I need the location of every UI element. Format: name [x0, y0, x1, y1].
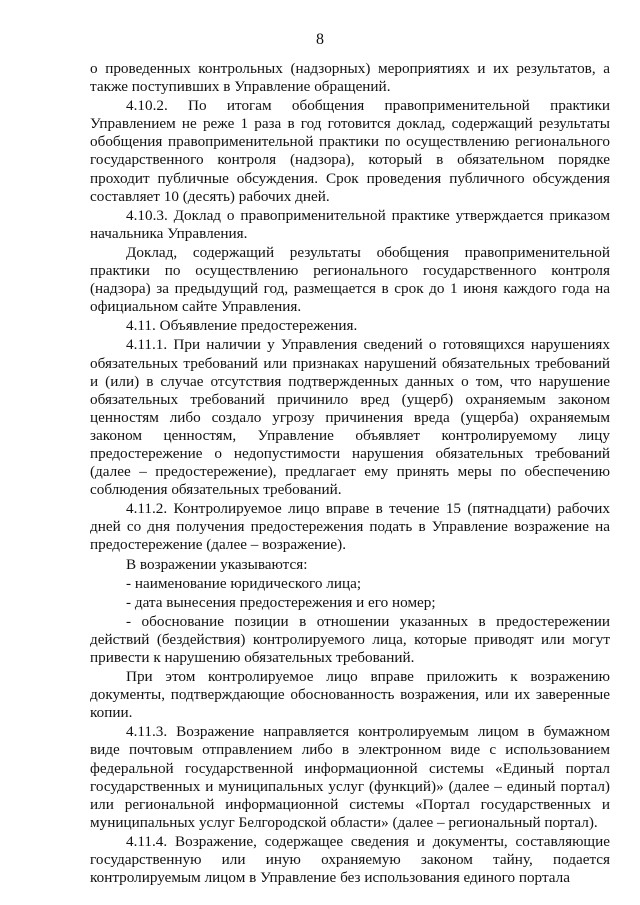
- paragraph-attachments: При этом контролируемое лицо вправе приложить к возражению документы, подтверждающие обоснованность возражения, или их заверенные копии.: [90, 668, 610, 722]
- paragraph-4-11-4: 4.11.4. Возражение, содержащее сведения и документы, составляющие государственную или иную охраняемую законом тайну, подается контролируемым лицом в Управление без использования единого портала: [90, 832, 610, 887]
- list-item-entity-name: - наименование юридического лица;: [126, 574, 362, 592]
- paragraph-objection-contents: В возражении указываются:: [126, 555, 308, 573]
- paragraph-4-11-3: 4.11.3. Возражение направляется контролируемым лицом в бумажном виде почтовым отправлением либо в электронном виде с использованием федеральной государственной информационной системы «Единый портал государственных и муниципальных услуг (функций)» (далее – единый портал) или региональной информационной системы «Портал государственных и муниципальных услуг Белгородской области» (далее – региональный портал).: [90, 723, 610, 831]
- paragraph-report-placement: Доклад, содержащий результаты обобщения правоприменительной практики по осуществлению регионального государственного контроля (надзора) за предыдущий год, размещается в срок до 1 июня каждого года на официальном сайте Управления.: [90, 243, 610, 316]
- section-heading-4-11: 4.11. Объявление предостережения.: [126, 317, 358, 335]
- list-item-warning-date: - дата вынесения предостережения и его номер;: [126, 593, 436, 611]
- paragraph-4-11-1: 4.11.1. При наличии у Управления сведений о готовящихся нарушениях обязательных требований или признаках нарушений обязательных требований и (или) в случае отсутствия подтвержденных данных о том, что нарушение обязательных требований причинило вред (ущерб) охраняемым законом ценностям либо создало угрозу причинения вреда (ущерба) охраняемым законом ценностям, Управление объявляет контролируемому лицу предостережение о недопустимости нарушения обязательных требований (далее – предостережение), предлагает ему принять меры по обеспечению соблюдения обязательных требований.: [90, 336, 610, 499]
- paragraph-continuation: о проведенных контрольных (надзорных) мероприятиях и их результатов, а также поступивших в Управление обращений.: [90, 60, 610, 96]
- paragraph-4-11-2: 4.11.2. Контролируемое лицо вправе в течение 15 (пятнадцати) рабочих дней со дня получения предостережения подать в Управление возражение на предостережение (далее – возражение).: [90, 500, 610, 554]
- list-item-justification: - обоснование позиции в отношении указанных в предостережении действий (бездействия) контролируемого лица, которые приводят или могут привести к нарушению обязательных требований.: [90, 612, 610, 666]
- paragraph-4-10-2: 4.10.2. По итогам обобщения правоприменительной практики Управлением не реже 1 раза в год готовится доклад, содержащий результаты обобщения правоприменительной практики по осуществлению регионального государственного контроля (надзора), который в обязательном порядке проходит публичные обсуждения. Срок проведения публичного обсуждения составляет 10 (десять) рабочих дней.: [90, 97, 610, 205]
- page-number: 8: [316, 31, 324, 48]
- document-body: [90, 60, 610, 888]
- paragraph-4-10-3: 4.10.3. Доклад о правоприменительной практике утверждается приказом начальника Управления.: [90, 206, 610, 242]
